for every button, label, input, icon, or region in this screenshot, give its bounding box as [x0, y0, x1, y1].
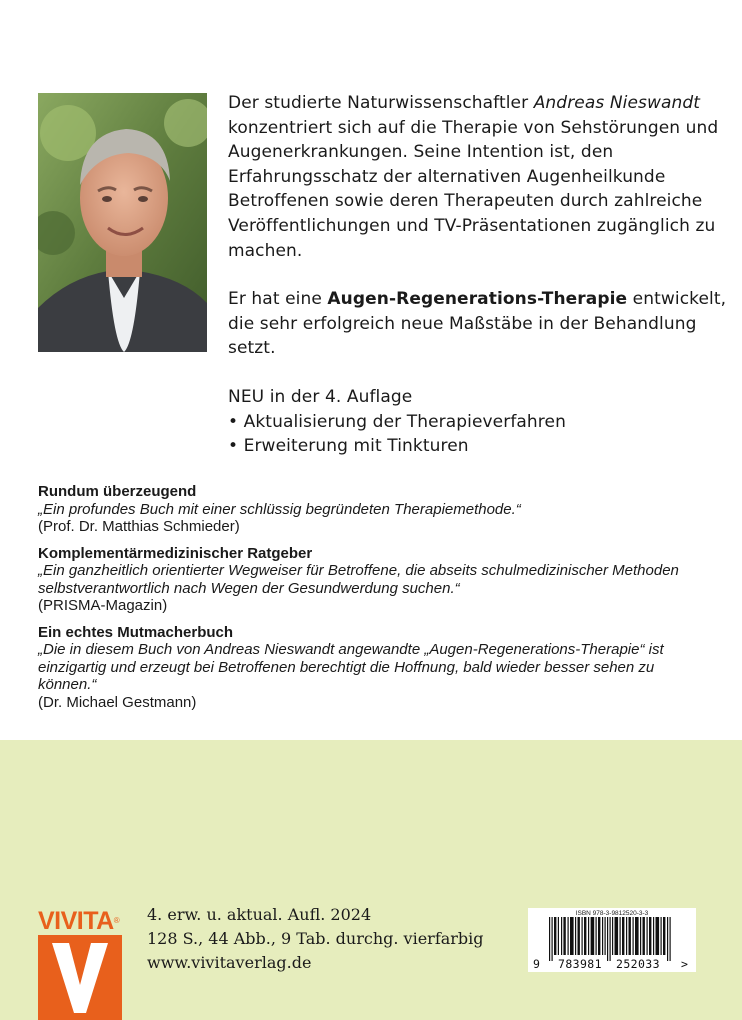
review-quote: „Ein profundes Buch mit einer schlüssig begründeten Therapiemethode.“: [38, 500, 521, 518]
publisher-logo: [38, 908, 122, 1020]
bio-text: Er hat eine: [228, 289, 328, 310]
registered-mark: ®: [113, 916, 120, 925]
bio-text: konzentriert sich auf die Therapie von Sehstörungen und Augenerkrankungen. Seine Intention ist, den Erfahrungsschatz der alternativen Augenheilkunde Betroffenen sowie deren Therapeuten durch zahlreiche Veröffentlichungen und TV-Präsentationen zugänglich zu machen.: [228, 117, 719, 261]
author-bio: [228, 91, 728, 459]
new-feature-item: • Aktualisierung der Therapieverfahren: [228, 411, 566, 432]
barcode-digits-left: 783981: [558, 957, 602, 971]
review-source: (Dr. Michael Gestmann): [38, 693, 197, 711]
review-source: (Prof. Dr. Matthias Schmieder): [38, 518, 240, 535]
logo-v-mark-icon: [38, 935, 122, 1020]
barcode-bars: [528, 908, 696, 972]
bio-text: Der studierte Naturwissenschaftler: [228, 93, 534, 113]
review: [38, 483, 698, 536]
therapy-name: Augen-Regenerations-Therapie: [327, 289, 628, 310]
barcode-lead-digit: 9: [533, 957, 541, 971]
new-feature-item: • Erweiterung mit Tinkturen: [228, 436, 469, 457]
publication-info: [147, 903, 507, 975]
isbn-barcode: [528, 908, 696, 972]
bio-text: entwickelt, die sehr erfolgreich neue Maßstäbe in der Behandlung setzt.: [228, 289, 727, 359]
author-portrait-image: [38, 93, 207, 352]
website-link[interactable]: www.vivitaverlag.de: [147, 953, 312, 972]
logo-text: VIVITA: [38, 907, 114, 935]
review: [38, 545, 698, 615]
isbn-label: ISBN 978-3-9812520-3-3: [575, 910, 649, 917]
author-photo: [38, 93, 207, 352]
author-name: Andreas Nieswandt: [533, 93, 701, 113]
barcode-arrow: >: [681, 957, 689, 971]
details-line: 128 S., 44 Abb., 9 Tab. durchg. vierfarbig: [147, 929, 484, 948]
barcode-digits-right: 252033: [616, 957, 660, 971]
publisher-panel: [0, 740, 742, 1020]
review-heading: Ein echtes Mutmacherbuch: [38, 623, 234, 641]
review: [38, 624, 698, 712]
edition-line: 4. erw. u. aktual. Aufl. 2024: [147, 905, 372, 924]
review-source: (PRISMA-Magazin): [38, 597, 168, 614]
review-heading: Rundum überzeugend: [38, 483, 197, 500]
review-quote: „Die in diesem Buch von Andreas Nieswandt angewandte „Augen-Regenerations-Therapie“ ist einzigartig und erzeugt bei Betroffenen berechtigt die Hoffnung, bald wieder besser sehen zu können.“: [38, 641, 664, 693]
review-heading: Komplementärmedizinischer Ratgeber: [38, 544, 313, 562]
review-quote: „Ein ganzheitlich orientierter Wegweiser für Betroffene, die abseits schulmedizinischer Methoden selbstverantwortlich nach Wegen der Gesundwerdung suchen.“: [38, 562, 679, 597]
new-edition-heading: NEU in der 4. Auflage: [228, 386, 413, 407]
bio-paragraph-1: [228, 91, 728, 263]
bio-paragraph-2: [228, 287, 728, 361]
logo-wordmark: [38, 908, 122, 934]
reviews: [38, 483, 698, 720]
